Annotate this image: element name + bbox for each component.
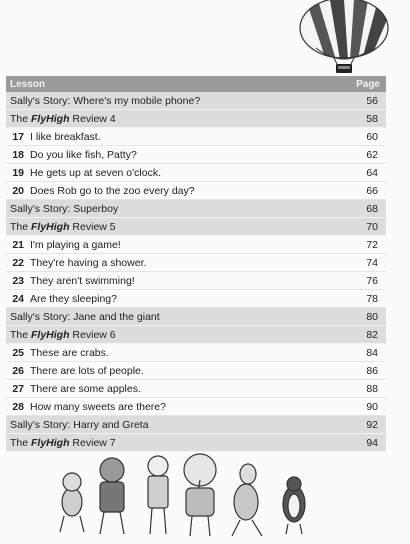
page-number: 90: [366, 400, 378, 413]
lesson-title: [10, 113, 354, 125]
lesson-title: [10, 329, 354, 341]
lesson-title: [10, 203, 354, 215]
lesson-title: [30, 257, 354, 269]
title-text: I like breakfast.: [30, 130, 101, 143]
toc-row-special: [6, 308, 386, 326]
toc-row-lesson: [6, 362, 386, 380]
page-number: 92: [366, 418, 378, 431]
lesson-number: 20: [12, 184, 24, 197]
toc-row-lesson: [6, 182, 386, 200]
page-number: 68: [366, 202, 378, 215]
lesson-title: [10, 419, 354, 431]
page-number: 76: [366, 274, 378, 287]
toc-row-special: [6, 110, 386, 128]
page-number: 60: [366, 130, 378, 143]
lesson-number: 19: [12, 166, 24, 179]
lesson-title: [30, 293, 354, 305]
page-number: 62: [366, 148, 378, 161]
toc-row-lesson: [6, 236, 386, 254]
cartoon-characters-illustration: [50, 440, 320, 540]
lesson-title: [30, 149, 354, 161]
title-suffix: Review 5: [69, 220, 116, 233]
page-number: 88: [366, 382, 378, 395]
lesson-column-header: Lesson: [10, 78, 46, 90]
toc-row-special: [6, 416, 386, 434]
title-text: They're having a shower.: [30, 256, 147, 269]
lesson-title: [10, 311, 354, 323]
flyhigh-brand: FlyHigh: [31, 436, 70, 449]
page-number: 72: [366, 238, 378, 251]
lesson-number: 22: [12, 256, 24, 269]
toc-rows: [6, 92, 386, 452]
lesson-title: [30, 131, 354, 143]
title-text: I'm playing a game!: [30, 238, 121, 251]
lesson-title: [30, 347, 354, 359]
title-text: Do you like fish, Patty?: [30, 148, 137, 161]
lesson-title: [30, 275, 354, 287]
title-text: These are crabs.: [30, 346, 109, 359]
lesson-number: 24: [12, 292, 24, 305]
toc-header: [6, 76, 386, 92]
toc-row-special: [6, 326, 386, 344]
page-number: 74: [366, 256, 378, 269]
toc-row-special: [6, 92, 386, 110]
toc-row-lesson: [6, 164, 386, 182]
page-number: 86: [366, 364, 378, 377]
title-text: How many sweets are there?: [30, 400, 166, 413]
flyhigh-brand: FlyHigh: [31, 328, 70, 341]
title-text: The: [10, 436, 32, 449]
lesson-number: 23: [12, 274, 24, 287]
toc-row-lesson: [6, 128, 386, 146]
title-text: There are some apples.: [30, 382, 141, 395]
lesson-title: [10, 95, 354, 107]
title-suffix: Review 7: [69, 436, 116, 449]
toc-row-lesson: [6, 146, 386, 164]
page-number: 78: [366, 292, 378, 305]
page-number: 82: [366, 328, 378, 341]
table-of-contents: [6, 76, 386, 452]
title-text: The: [10, 328, 32, 341]
lesson-number: 21: [12, 238, 24, 251]
hot-air-balloon-illustration: [296, 0, 392, 80]
page-column-header: Page: [356, 78, 380, 90]
title-text: Does Rob go to the zoo every day?: [30, 184, 195, 197]
page-number: 64: [366, 166, 378, 179]
lesson-title: [30, 185, 354, 197]
lesson-title: [30, 401, 354, 413]
page-number: 94: [366, 436, 378, 449]
title-text: There are lots of people.: [30, 364, 144, 377]
title-text: Sally's Story: Harry and Greta: [10, 418, 149, 431]
lesson-number: 25: [12, 346, 24, 359]
lesson-number: 17: [12, 130, 24, 143]
title-text: They aren't swimming!: [30, 274, 135, 287]
toc-row-special: [6, 200, 386, 218]
title-text: The: [10, 220, 32, 233]
flyhigh-brand: FlyHigh: [31, 220, 70, 233]
flyhigh-brand: FlyHigh: [31, 112, 70, 125]
page-number: 66: [366, 184, 378, 197]
page-number: 80: [366, 310, 378, 323]
toc-row-lesson: [6, 398, 386, 416]
page-number: 84: [366, 346, 378, 359]
title-text: Sally's Story: Where's my mobile phone?: [10, 94, 201, 107]
toc-row-lesson: [6, 380, 386, 398]
lesson-number: 28: [12, 400, 24, 413]
page-number: 58: [366, 112, 378, 125]
toc-row-lesson: [6, 344, 386, 362]
lesson-title: [30, 167, 354, 179]
title-text: He gets up at seven o'clock.: [30, 166, 161, 179]
lesson-title: [30, 239, 354, 251]
toc-row-lesson: [6, 254, 386, 272]
page-number: 70: [366, 220, 378, 233]
toc-row-special: [6, 218, 386, 236]
toc-row-lesson: [6, 272, 386, 290]
lesson-number: 26: [12, 364, 24, 377]
lesson-title: [30, 383, 354, 395]
page-number: 56: [366, 94, 378, 107]
title-suffix: Review 6: [69, 328, 116, 341]
title-suffix: Review 4: [69, 112, 116, 125]
title-text: The: [10, 112, 32, 125]
lesson-number: 27: [12, 382, 24, 395]
toc-row-lesson: [6, 290, 386, 308]
title-text: Are they sleeping?: [30, 292, 117, 305]
lesson-title: [30, 365, 354, 377]
lesson-number: 18: [12, 148, 24, 161]
title-text: Sally's Story: Jane and the giant: [10, 310, 160, 323]
lesson-title: [10, 221, 354, 233]
title-text: Sally's Story: Superboy: [10, 202, 119, 215]
